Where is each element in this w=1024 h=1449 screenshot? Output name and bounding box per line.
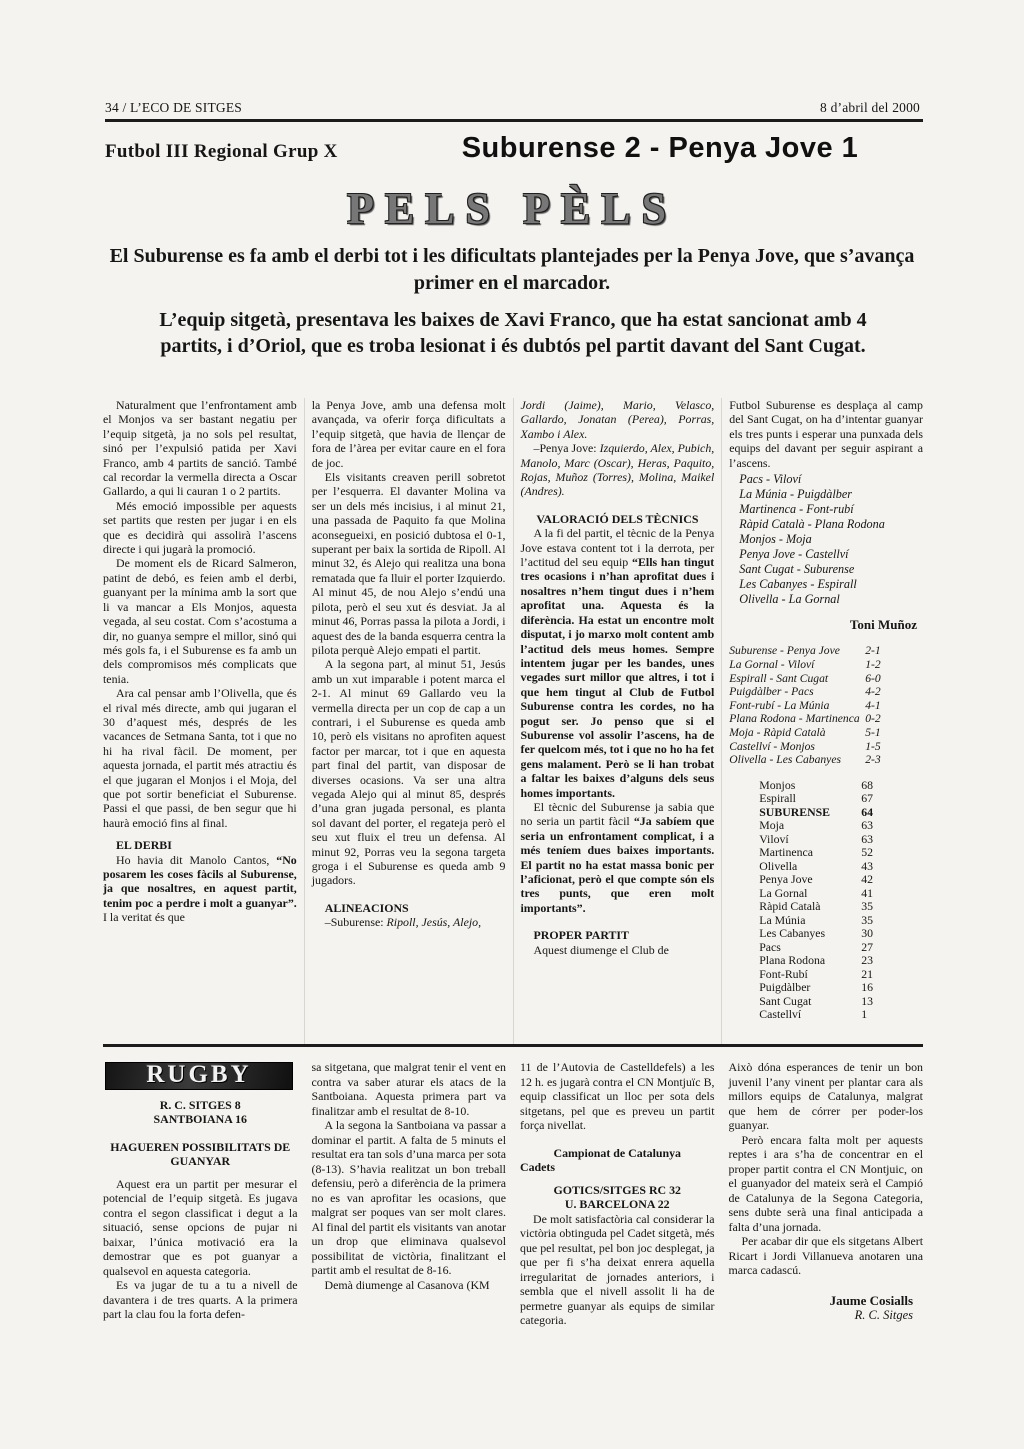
header-rule	[105, 119, 923, 122]
points-value: 27	[861, 939, 874, 954]
points-value: 35	[861, 899, 874, 914]
para-text: Futbol Suburense es desplaça al camp del Sant Cugat, on ha d’intentar guanyar els tres punts i esperar una punxada dels equips del davant per seguir aspirant a l’ascens.	[729, 398, 923, 470]
paragraph	[520, 1197, 715, 1212]
match-label: Moja - Ràpid Català	[729, 726, 826, 739]
team-name: Penya Jove	[759, 872, 813, 887]
paragraph	[103, 1177, 298, 1279]
team-name: Monjos	[759, 777, 796, 792]
score-value: 0-2	[865, 712, 881, 726]
rugby-column-2	[305, 1060, 514, 1328]
para-text: Per acabar dir que els sitgetans Albert Ricart i Jordi Villanueva anotaren una marca cadascú.	[728, 1234, 923, 1277]
team-name: Pacs	[759, 939, 781, 954]
paragraph	[103, 853, 297, 925]
column-paragraphs	[729, 1060, 924, 1278]
result-row	[729, 740, 923, 754]
article-columns	[103, 398, 923, 1046]
para-text: A la segona part, al minut 51, Jesús amb un xut imparable i potent marca el 2-1. Al minut 69 Gallardo veu la vermella directa per un cop de cap a un contrari, i el Suburense es queda amb 10, però els visitans no aprofiten aquest factor per marcar, tot i que en aquesta part final del partit, van disposar de diverses ocasions. Va ser una altra vegada Alejo qui al minut 85, després d’una gran jugada personal, es planta sol davant del porter, el regateja però el seu xut fluix el treu un defensa. Al minut 92, Porras veu la segona targeta groga i el Suburense es queda amb 9 jugadors.	[311, 657, 506, 888]
result-row	[729, 672, 923, 686]
fixtures-list	[729, 472, 923, 607]
standing-row	[729, 846, 923, 860]
score-value: 1-2	[865, 658, 881, 672]
section-kicker: Futbol III Regional Grup X	[105, 141, 338, 162]
team-name: Puigdàlber	[759, 980, 811, 995]
para-head: ALINEACIONS	[324, 900, 409, 915]
page-ref: 34 / L’ECO DE SITGES	[105, 100, 243, 115]
team-name: Olivella	[759, 858, 798, 873]
para-head: PROPER PARTIT	[533, 928, 629, 943]
paragraph	[103, 556, 297, 686]
rugby-signature-name: Jaume Cosialls	[829, 1292, 913, 1308]
team-name: Castellví	[759, 1007, 802, 1022]
paragraph	[729, 1133, 924, 1235]
para-text: El tècnic del Suburense ja sabia que no seria un partit fàcil	[520, 799, 715, 829]
standing-row	[729, 873, 923, 887]
points-value: 43	[861, 858, 874, 873]
para-italic: Ripoll, Jesús, Alejo,	[386, 915, 482, 930]
team-name: SUBURENSE	[759, 804, 831, 819]
points-value: 1	[861, 1007, 868, 1022]
team-name: Les Cabanyes	[759, 926, 826, 941]
paragraph	[520, 1160, 715, 1175]
para-text: 11 de l’Autovia de Castelldefels) a les 12 h. es jugarà contra el CN Montjuïc B, equip classificat un lloc per sota dels sitgetans, pel que es preveu un partit força nivellat.	[520, 1060, 715, 1132]
standing-row	[729, 981, 923, 995]
standing-row	[729, 792, 923, 806]
para-tail: I la veritat és que	[103, 910, 185, 925]
team-name: Espirall	[759, 791, 796, 806]
result-row	[729, 726, 923, 740]
para-head: U. BARCELONA 22	[564, 1197, 670, 1211]
points-value: 64	[861, 804, 874, 819]
standing-row	[729, 819, 923, 833]
column-paragraphs	[312, 398, 506, 930]
points-value: 23	[861, 953, 874, 968]
article-column-4	[721, 398, 923, 1046]
para-text: sa sitgetana, que malgrat tenir el vent en contra va saber aturar els atacs de la Santboiana. Aquesta primera part va finalitzar amb el resultat de 8-10.	[311, 1060, 506, 1118]
team-name: La Múnia	[759, 912, 806, 927]
article-column-2	[304, 398, 513, 1046]
paragraph	[520, 1146, 715, 1161]
result-row	[729, 644, 923, 658]
points-value: 63	[861, 818, 874, 833]
paragraph	[729, 1234, 924, 1278]
para-text: Més emoció impossible per aquests set partits que resten per jugar i en els que es decidirà qui assolirà l’ascens directe i qui jugarà la promoció.	[103, 498, 297, 557]
para-italic: Izquierdo, Alex, Pubich, Manolo, Marc (Oscar), Heras, Paquito, Rojas, Muñoz (Torres), Molina, Maikel (Andres).	[520, 441, 715, 499]
paragraph	[312, 901, 506, 915]
points-value: 52	[861, 845, 874, 860]
result-row	[729, 712, 923, 726]
match-label: Font-rubí - La Múnia	[729, 698, 830, 712]
standing-row	[729, 927, 923, 941]
para-text: A la segona la Santboiana va passar a dominar el partit. A falta de 5 minuts el resultat era tan sols d’una marca per sota (8-13). S’havia realitzat un bon treball defensiu, però a diferència de la primera no es van aprofitar les ocasions, que malgrat ser poques van ser molt clares. Al final del partit els visitants van anotar un drop que eliminava qualsevol possibilitat de victòria, finalitzant el partit amb el resultat de 8-16.	[311, 1118, 506, 1277]
paragraph	[312, 657, 506, 888]
paragraph	[521, 526, 715, 800]
paragraph	[312, 1118, 507, 1278]
team-name: Ràpid Català	[759, 899, 821, 914]
para-text: Naturalment que l’enfrontament amb el Monjos va ser bastant negatiu per l’equip sitgetà, ja no sols pel resultat, sinó per l’expulsió patida per Xavi Franco, amb 4 partits de sanció. També cal recordar la vermella directa a Oscar Gallardo, a qui li cauran 1 o 2 partits.	[103, 398, 297, 499]
para-text: la Penya Jove, amb una defensa molt avançada, va oferir força dificultats a l’equip sitgetà, que havia de llençar de fora de l’àrea per evitar caure en el fora de joc.	[311, 398, 506, 470]
para-text: Ara cal pensar amb l’Olivella, que és el rival més directe, amb qui jugaran el 30 d’aquest més, després de les vacances de Setmana Santa, tot i que no hi ha rival fàcil. De moment, per aquesta jornada, el partit més atractiu és el que jugaran el Monjos i el Moja, del que pot sortir beneficiat el Suburense. Passi el que passi, de ben segur que hi haurà emoció fins al final.	[103, 686, 297, 830]
para-text: Es va jugar de tu a tu a nivell de davantera i de tres quarts. A la primera part la clau fou la forta defen-	[103, 1278, 298, 1321]
paragraph	[312, 398, 506, 470]
para-text: –Penya Jove:	[533, 441, 600, 456]
page-date: 8 d’abril del 2000	[820, 100, 920, 115]
section-divider	[103, 1044, 923, 1047]
points-value: 42	[861, 872, 874, 887]
team-name: Martinenca	[759, 845, 813, 860]
column-paragraphs	[312, 1060, 507, 1292]
paragraph	[103, 838, 297, 852]
article-column-1	[103, 398, 304, 1046]
score-value: 2-3	[865, 753, 881, 767]
paragraph	[103, 499, 297, 557]
paragraph	[521, 398, 715, 441]
page-header	[105, 100, 920, 116]
paragraph	[729, 398, 923, 470]
column-paragraphs	[103, 398, 297, 925]
standing-row	[729, 1008, 923, 1022]
match-label: Castellví - Monjos	[729, 739, 815, 753]
paragraph	[103, 1112, 298, 1127]
para-italic: Jordi (Jaime), Mario, Velasco, Gallardo, Jonatan (Perea), Porras, Xambo i Alex.	[520, 398, 715, 441]
score-value: 1-5	[865, 739, 881, 753]
rugby-signature-org: R. C. Sitges	[854, 1308, 913, 1322]
rugby-section	[103, 1060, 923, 1328]
match-label: Puigdàlber - Pacs	[729, 685, 814, 699]
standing-row	[729, 779, 923, 793]
team-name: Font-Rubí	[759, 966, 808, 981]
reporter-signature: Toni Muñoz	[849, 617, 917, 633]
para-text: Però encara falta molt per aquests reptes i ara s’ha de concentrar en el proper partit contra el CN Montjuic, on el guanyador del mateix serà el Campió de Catalunya de la Segona Categoria, sens dubte serà una final anticipada a falta d’una jornada.	[728, 1132, 923, 1234]
para-head: SANTBOIANA 16	[153, 1112, 247, 1126]
deck-primary: El Suburense es fa amb el derbi tot i les dificultats plantejades per la Penya Jove, que s’avança primer en el marcador.	[109, 245, 915, 294]
points-value: 41	[861, 885, 874, 900]
para-text: Aquest diumenge el Club de	[533, 942, 669, 957]
team-name: Viloví	[759, 831, 789, 846]
paragraph	[521, 928, 715, 942]
fixture-line: Penya Jove - Castellví	[739, 547, 849, 562]
results-list	[729, 644, 923, 766]
para-head: R. C. SITGES 8	[159, 1097, 241, 1112]
fixture-line: Martinenca - Font-rubí	[739, 502, 854, 517]
team-name: Plana Rodona	[759, 953, 826, 968]
match-label: Suburense - Penya Jove	[729, 644, 840, 658]
fixture-line: La Múnia - Puigdàlber	[739, 487, 852, 502]
result-row	[729, 685, 923, 699]
paragraph	[103, 1278, 298, 1322]
paragraph	[520, 1060, 715, 1133]
paragraph	[521, 441, 715, 499]
para-bold: “Ja sabíem que seria un enfrontament complicat, i a més teníem dues baixes importants. El partit no ha estat massa bonic per l’aficionat, però el que compte són els tres punts, que eren molt importants”.	[520, 814, 715, 915]
para-text: Demà diumenge al Casanova (KM	[324, 1277, 490, 1292]
result-row	[729, 658, 923, 672]
para-text: Ho havia dit Manolo Cantos,	[116, 852, 277, 867]
score-value: 2-1	[865, 644, 881, 658]
rugby-column-1	[103, 1060, 305, 1328]
paragraph	[520, 1183, 715, 1198]
score-value: 5-1	[865, 726, 881, 739]
paragraph	[520, 1212, 715, 1328]
standing-row	[729, 900, 923, 914]
paragraph	[312, 470, 506, 657]
para-text: Això dóna esperances de tenir un bon juvenil l’any vinent per plantar cara als millors equips de Catalunya, malgrat que hem de córrer per poder-los guanyar.	[728, 1060, 923, 1132]
paragraph	[312, 1060, 507, 1118]
paragraph	[103, 686, 297, 830]
paragraph	[729, 1060, 924, 1133]
points-value: 68	[861, 777, 874, 792]
para-text: De moment els de Ricard Salmeron, patint de debó, es feien amb el derbi, guanyant per la mínima amb la sort que li va mancar a Els Monjos, aquesta vegada, al seu costat. Com s’acostuma a dir, no guanya sempre el millor, sinó qui més gols fa, i el Suburense es fa amb un dels compromisos més complicats que tenia.	[103, 556, 297, 686]
fixture-line: Monjos - Moja	[739, 532, 812, 547]
paragraph	[312, 1278, 507, 1293]
paragraph	[103, 398, 297, 499]
para-text: Aquest era un partit per mesurar el potencial de l’equip sitgetà. Es jugava contra el segon classificat i degut a la situació, sense opcions de pujar ni baixar, l’única motivació era la demostrar que es pot guanyar a qualsevol en aquesta categoria.	[103, 1176, 298, 1278]
para-head: HAGUEREN POSSIBILITATS DE GUANYAR	[110, 1139, 291, 1168]
para-head: GOTICS/SITGES RC 32	[553, 1182, 682, 1197]
match-scoreline: Suburense 2 - Penya Jove 1	[461, 132, 859, 164]
standing-row	[729, 806, 923, 820]
para-text: Els visitants creaven perill sobretot per l’esquerra. El davanter Molina va ser un dels més incisius, i al minut 21, una passada de Paquito fa que Molina aconsegueixi, en posició dubtosa el 0-1, superant per baix la sortida de Ripoll. Al minut 32, és Alejo qui realitza una bona rematada que fa lluir el porter Izquierdo. Al minut 45, de nou Alejo s’endú una pilota, però el seu xut és desviat. Ja al minut 46, Porras passa la pilota a Jordi, i aquest des de la banda esquerra centra la pilota perquè Alejo empati el partit.	[311, 470, 506, 657]
rugby-banner: RUGBY	[105, 1062, 293, 1090]
standings-table	[729, 779, 923, 1022]
result-row	[729, 753, 923, 767]
deck-secondary: L’equip sitgetà, presentava les baixes de Xavi Franco, que ha estat sancionat amb 4 partits, i d’Oriol, que es troba lesionat i és dubtós pel partit davant del Sant Cugat.	[159, 309, 867, 358]
para-head: Campionat de Catalunya	[553, 1145, 681, 1160]
match-label: Olivella - Les Cabanyes	[729, 753, 841, 767]
match-label: Espirall - Sant Cugat	[729, 671, 829, 685]
column-paragraphs	[103, 1098, 298, 1322]
standing-row	[729, 833, 923, 847]
points-value: 63	[861, 831, 874, 846]
match-label: Plana Rodona - Martinenca	[729, 712, 860, 726]
para-bold: “Ells han tingut tres ocasions i n’han aprofitat dues i nosaltres n’hem tingut dues i n’hem aprofitat una. Aquesta és la diferència. Ha estat un encontre molt disputat, i jo marxo molt content amb l’actitud dels meus homes. Sempre intentem jugar per les bandes, unes vegades surt millor que altres, i tot i que hem tingut al Club de Futbol Suburense contra les cordes, no ha pogut ser. Jo penso que si el Suburense vol assolir l’ascens, ha de fer quelcom més, tot i que no ho ha fet gens malament. Però se li han trobat a faltar les baixes d’alguns dels seus homes importants.	[520, 555, 715, 800]
column-paragraphs	[520, 1060, 715, 1328]
points-value: 30	[861, 926, 874, 941]
para-text: –Suburense:	[324, 915, 387, 930]
paragraph	[312, 915, 506, 929]
points-value: 35	[861, 912, 874, 927]
result-row	[729, 699, 923, 713]
team-name: Moja	[759, 818, 785, 833]
standing-row	[729, 887, 923, 901]
para-text: De molt satisfactòria cal considerar la victòria obtinguda pel Cadet sitgetà, més que pel resultat, pel bon joc desplegat, ja que per fi s’ha deixat enrera aquella irregularitat de jornades anteriors, i sembla que el nivell assolit li ha de permetre guanyar als equips de similar categoria.	[520, 1211, 715, 1327]
team-name: La Gornal	[759, 885, 808, 900]
points-value: 13	[861, 993, 874, 1008]
rugby-column-4	[722, 1060, 924, 1328]
paragraph	[521, 512, 715, 526]
column-paragraphs	[729, 398, 923, 470]
main-headline: PELS PÈLS	[346, 184, 678, 233]
paragraph	[103, 1098, 298, 1113]
para-text: A la fi del partit, el tècnic de la Penya Jove estava content tot i la derrota, per l’actitud del seu equip	[520, 526, 715, 570]
column-paragraphs	[521, 398, 715, 957]
rugby-column-3	[513, 1060, 722, 1328]
article-column-3	[513, 398, 722, 1046]
match-label: La Gornal - Viloví	[729, 658, 815, 672]
standing-row	[729, 968, 923, 982]
standing-row	[729, 954, 923, 968]
fixture-line: Olivella - La Gornal	[739, 592, 840, 607]
paragraph	[103, 1140, 298, 1169]
paragraph	[521, 800, 715, 915]
score-value: 4-2	[865, 685, 881, 699]
para-head: VALORACIÓ DELS TÈCNICS	[536, 511, 699, 526]
fixture-line: Ràpid Català - Plana Rodona	[739, 517, 885, 532]
standing-row	[729, 941, 923, 955]
standing-row	[729, 995, 923, 1009]
standing-row	[729, 860, 923, 874]
paragraph	[521, 943, 715, 957]
score-value: 4-1	[865, 698, 881, 712]
para-bold: “No posarem les coses fàcils al Suburense, ja que nosaltres, en aquest partit, tenim poc a perdre i molt a guanyar”.	[103, 852, 297, 910]
fixture-line: Les Cabanyes - Espirall	[739, 577, 857, 592]
fixture-line: Pacs - Viloví	[739, 472, 802, 487]
team-name: Sant Cugat	[759, 993, 812, 1008]
fixture-line: Sant Cugat - Suburense	[739, 562, 855, 577]
standing-row	[729, 914, 923, 928]
para-head: EL DERBI	[116, 838, 172, 853]
points-value: 67	[861, 791, 874, 806]
points-value: 21	[861, 966, 874, 981]
rugby-signature	[729, 1294, 924, 1323]
score-value: 6-0	[865, 671, 881, 685]
para-head: Cadets	[520, 1160, 556, 1174]
points-value: 16	[861, 980, 874, 995]
